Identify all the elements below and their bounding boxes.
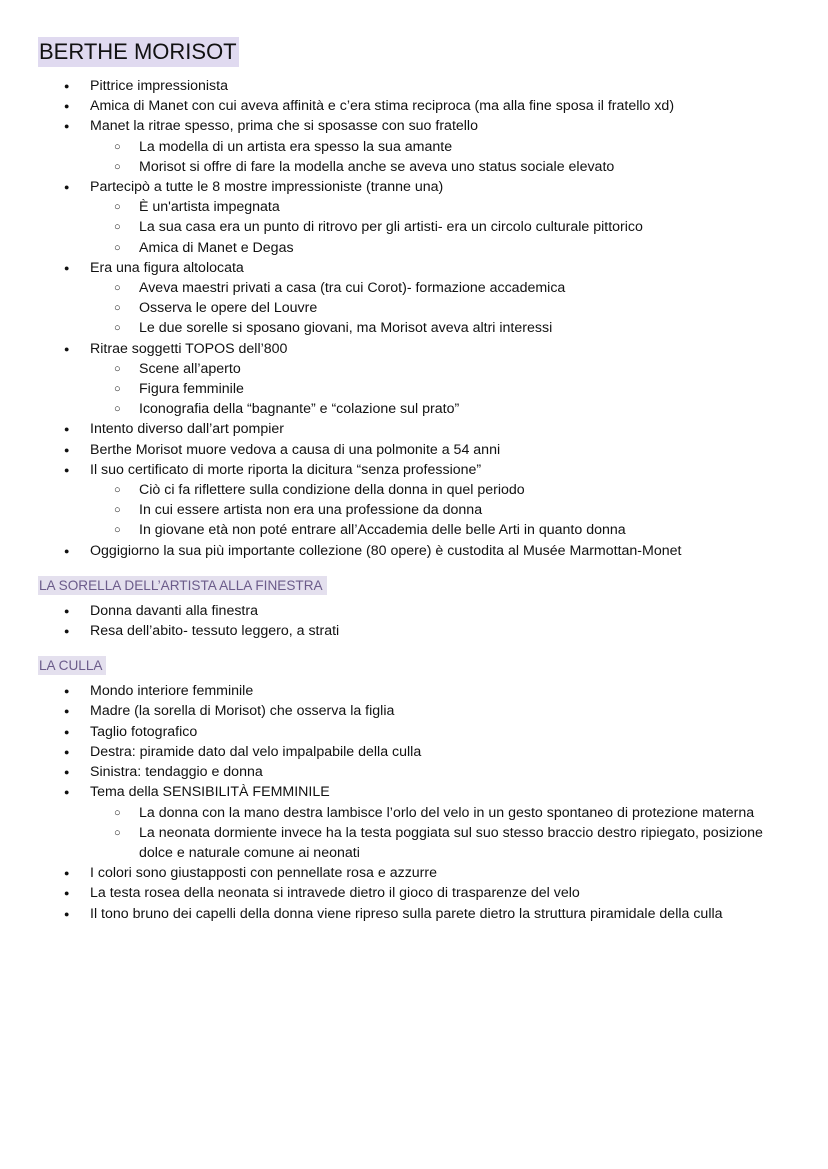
sub-list-item: ○ Scene all’aperto bbox=[38, 359, 828, 379]
sub-list-item: ○ Ciò ci fa riflettere sulla condizione della donna in quel periodo bbox=[38, 480, 828, 500]
intro-list bbox=[38, 76, 828, 561]
list-item bbox=[38, 177, 828, 258]
list-item: ● Il tono bruno dei capelli della donna viene ripreso sulla parete dietro la struttura piramidale della culla bbox=[38, 904, 828, 924]
list-item bbox=[38, 541, 828, 561]
item-text: Amica di Manet con cui aveva affinità e c’era stima reciproca (ma alla fine sposa il fratello xd) bbox=[90, 98, 675, 115]
sub-list bbox=[90, 359, 828, 420]
list-item bbox=[38, 116, 828, 177]
list-item: ● Mondo interiore femminile bbox=[38, 681, 828, 701]
culla-list bbox=[38, 681, 828, 923]
sub-list-item: ○ La modella di un artista era spesso la sua amante bbox=[38, 137, 828, 157]
list-item bbox=[38, 460, 828, 541]
item-text: Oggigiorno la sua più importante collezione (80 opere) è custodita al Musée Marmottan-Monet bbox=[90, 542, 682, 559]
sub-list-item: ○ Amica di Manet e Degas bbox=[38, 238, 828, 258]
item-text: Era una figura altolocata bbox=[90, 259, 244, 276]
sub-list bbox=[90, 278, 828, 339]
list-item: ● Madre (la sorella di Morisot) che osserva la figlia bbox=[38, 701, 828, 721]
sub-list-item: ○ In cui essere artista non era una professione da donna bbox=[38, 500, 828, 520]
sorella-list bbox=[38, 601, 828, 641]
list-item: ● La testa rosea della neonata si intravede dietro il gioco di trasparenze del velo bbox=[38, 883, 828, 903]
sub-list-item: ○ La sua casa era un punto di ritrovo per gli artisti- era un circolo culturale pittorico bbox=[38, 217, 828, 237]
item-text: Berthe Morisot muore vedova a causa di una polmonite a 54 anni bbox=[90, 441, 501, 458]
document-title: BERTHE MORISOT bbox=[38, 37, 239, 67]
item-text: Il suo certificato di morte riporta la dicitura “senza professione” bbox=[90, 461, 482, 478]
sub-list-item: ○ La neonata dormiente invece ha la testa poggiata sul suo stesso braccio destro ripiegato, posizione dolce e naturale comune ai neonati bbox=[38, 823, 768, 863]
sub-list-item: ○ Iconografia della “bagnante” e “colazione sul prato” bbox=[38, 399, 828, 419]
list-item: ● Donna davanti alla finestra bbox=[38, 601, 828, 621]
item-text: Ritrae soggetti TOPOS dell’800 bbox=[90, 340, 288, 357]
list-item bbox=[38, 96, 828, 116]
sub-list-item: ○ Le due sorelle si sposano giovani, ma Morisot aveva altri interessi bbox=[38, 318, 828, 338]
sub-list-item: ○ In giovane età non poté entrare all’Accademia delle belle Arti in quanto donna bbox=[38, 520, 828, 540]
sub-list-item: ○ Figura femminile bbox=[38, 379, 828, 399]
section-heading-sorella: LA SORELLA DELL’ARTISTA ALLA FINESTRA bbox=[38, 576, 327, 595]
section-heading-culla: LA CULLA bbox=[38, 656, 106, 675]
sub-list-item: ○ La donna con la mano destra lambisce l’orlo del velo in un gesto spontaneo di protezione materna bbox=[38, 803, 768, 823]
list-item: ● Resa dell’abito- tessuto leggero, a strati bbox=[38, 621, 828, 641]
sub-list bbox=[90, 137, 828, 177]
list-item: ● Tema della SENSIBILITÀ FEMMINILE ○ La donna con la mano destra lambisce l’orlo del velo in un gesto spontaneo di protezione materna ○ La neonata dormiente invece ha la testa poggiata sul suo stesso braccio destro ripiegato, posizione dolce e naturale comune ai neonati bbox=[38, 782, 828, 863]
list-item bbox=[38, 339, 828, 420]
item-text: Partecipò a tutte le 8 mostre impressioniste (tranne una) bbox=[90, 179, 444, 196]
sub-list bbox=[90, 197, 828, 258]
list-item bbox=[38, 258, 828, 339]
sub-list bbox=[90, 480, 828, 541]
list-item: ● Destra: piramide dato dal velo impalpabile della culla bbox=[38, 742, 828, 762]
item-text: Intento diverso dall’art pompier bbox=[90, 421, 284, 438]
sub-list-item: ○ È un'artista impegnata bbox=[38, 197, 828, 217]
list-item: ● Sinistra: tendaggio e donna bbox=[38, 762, 828, 782]
item-text: Manet la ritrae spesso, prima che si sposasse con suo fratello bbox=[90, 118, 478, 135]
sub-list bbox=[90, 803, 828, 864]
sub-list-item: ○ Aveva maestri privati a casa (tra cui Corot)- formazione accademica bbox=[38, 278, 828, 298]
list-item bbox=[38, 440, 828, 460]
list-item: ● Taglio fotografico bbox=[38, 722, 828, 742]
item-text: Pittrice impressionista bbox=[90, 78, 228, 94]
sub-list-item: ○ Osserva le opere del Louvre bbox=[38, 298, 828, 318]
list-item bbox=[38, 419, 828, 439]
list-item: ● I colori sono giustapposti con pennellate rosa e azzurre bbox=[38, 863, 828, 883]
sub-list-item: ○ Morisot si offre di fare la modella anche se aveva uno status sociale elevato bbox=[38, 157, 828, 177]
list-item bbox=[38, 76, 828, 96]
